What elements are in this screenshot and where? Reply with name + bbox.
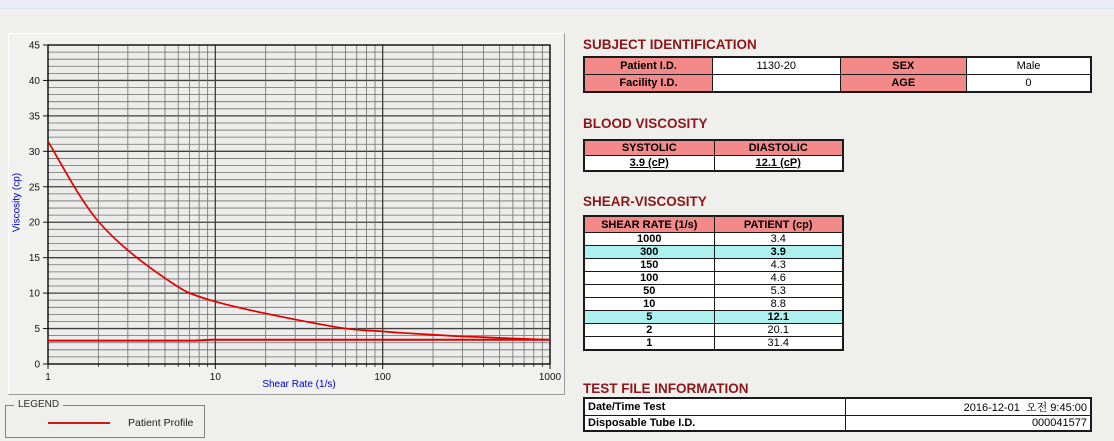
blood-viscosity-title: BLOOD VISCOSITY xyxy=(583,116,708,131)
legend-box xyxy=(5,399,205,438)
table-row xyxy=(584,416,1091,432)
test-file-information-table xyxy=(583,397,1092,432)
shear-viscosity-chart xyxy=(9,34,562,392)
y-tick-label: 35 xyxy=(28,111,40,123)
patient-viscosity-cell: 3.4 xyxy=(714,233,843,246)
shear-rate-cell: 1000 xyxy=(584,233,714,246)
y-tick-label: 20 xyxy=(28,217,40,229)
viscosity-chart-panel xyxy=(8,33,565,395)
shear-viscosity-table xyxy=(583,215,844,351)
test-info-label-cell: Disposable Tube I.D. xyxy=(584,416,845,432)
shear-rate-cell: 300 xyxy=(584,246,714,259)
y-tick-label: 25 xyxy=(28,182,40,194)
test-info-label-cell: Date/Time Test xyxy=(584,398,845,416)
patient-viscosity-cell: 3.9 xyxy=(714,246,843,259)
shear-rate-cell: 10 xyxy=(584,298,714,311)
y-tick-label: 5 xyxy=(34,324,40,336)
right-panel xyxy=(583,0,1096,441)
y-tick-label: 0 xyxy=(34,359,40,371)
patient-profile-line-swatch xyxy=(48,422,110,424)
table-row xyxy=(584,298,843,311)
subject-label-cell: Patient I.D. xyxy=(584,57,713,75)
plot-background xyxy=(48,45,550,364)
shear-viscosity-title: SHEAR-VISCOSITY xyxy=(583,194,707,209)
legend-title: LEGEND xyxy=(14,399,63,410)
patient-viscosity-cell: 20.1 xyxy=(714,324,843,337)
table-row xyxy=(584,156,843,172)
shear-rate-cell: 1 xyxy=(584,337,714,351)
blood-viscosity-table xyxy=(583,139,844,172)
table-row xyxy=(584,233,843,246)
table-row xyxy=(584,272,843,285)
shear-rate-cell: 2 xyxy=(584,324,714,337)
legend-item-label: Patient Profile xyxy=(128,417,194,429)
diastolic-value-cell: 12.1 (cP) xyxy=(714,156,843,172)
y-tick-label: 15 xyxy=(28,253,40,265)
subject-label-cell: AGE xyxy=(840,75,966,93)
y-tick-label: 10 xyxy=(28,288,40,300)
test-info-value-cell: 000041577 xyxy=(845,416,1091,432)
table-row xyxy=(584,246,843,259)
x-axis-title: Shear Rate (1/s) xyxy=(262,379,336,390)
patient-viscosity-cell: 4.6 xyxy=(714,272,843,285)
x-tick-label: 100 xyxy=(374,372,392,383)
patient-viscosity-cell: 8.8 xyxy=(714,298,843,311)
systolic-header-cell: SYSTOLIC xyxy=(584,140,714,156)
baseline-viscosity-line xyxy=(48,340,550,341)
table-header-row xyxy=(584,216,843,233)
table-row xyxy=(584,75,1091,93)
x-tick-label: 1000 xyxy=(538,372,562,383)
systolic-value-cell: 3.9 (cP) xyxy=(584,156,714,172)
table-row xyxy=(584,285,843,298)
shear-rate-cell: 150 xyxy=(584,259,714,272)
test-file-information-title: TEST FILE INFORMATION xyxy=(583,381,749,396)
shear-rate-header-cell: SHEAR RATE (1/s) xyxy=(584,216,714,233)
x-tick-label: 10 xyxy=(209,372,221,383)
patient-header-cell: PATIENT (cp) xyxy=(714,216,843,233)
table-row xyxy=(584,140,843,156)
subject-value-cell: 0 xyxy=(966,75,1091,93)
subject-identification-title: SUBJECT IDENTIFICATION xyxy=(583,37,757,52)
subject-value-cell xyxy=(713,75,841,93)
diastolic-header-cell: DIASTOLIC xyxy=(714,140,843,156)
table-row xyxy=(584,57,1091,75)
subject-label-cell: SEX xyxy=(840,57,966,75)
subject-label-cell: Facility I.D. xyxy=(584,75,713,93)
subject-identification-table xyxy=(583,56,1092,93)
y-tick-label: 45 xyxy=(28,40,40,52)
patient-viscosity-cell: 31.4 xyxy=(714,337,843,351)
subject-value-cell: Male xyxy=(966,57,1091,75)
shear-rate-cell: 5 xyxy=(584,311,714,324)
y-axis-title: Viscosity (cp) xyxy=(11,172,23,233)
patient-viscosity-cell: 5.3 xyxy=(714,285,843,298)
shear-rate-cell: 100 xyxy=(584,272,714,285)
patient-viscosity-cell: 4.3 xyxy=(714,259,843,272)
x-tick-label: 1 xyxy=(45,372,51,383)
legend-item xyxy=(48,417,193,429)
subject-value-cell: 1130-20 xyxy=(713,57,841,75)
patient-viscosity-cell: 12.1 xyxy=(714,311,843,324)
table-row xyxy=(584,324,843,337)
y-tick-label: 40 xyxy=(28,75,40,87)
y-tick-label: 30 xyxy=(28,146,40,158)
test-info-value-cell: 2016-12-01 오전 9:45:00 xyxy=(845,398,1091,416)
table-row xyxy=(584,259,843,272)
table-row xyxy=(584,398,1091,416)
table-row xyxy=(584,337,843,351)
table-row xyxy=(584,311,843,324)
shear-rate-cell: 50 xyxy=(584,285,714,298)
